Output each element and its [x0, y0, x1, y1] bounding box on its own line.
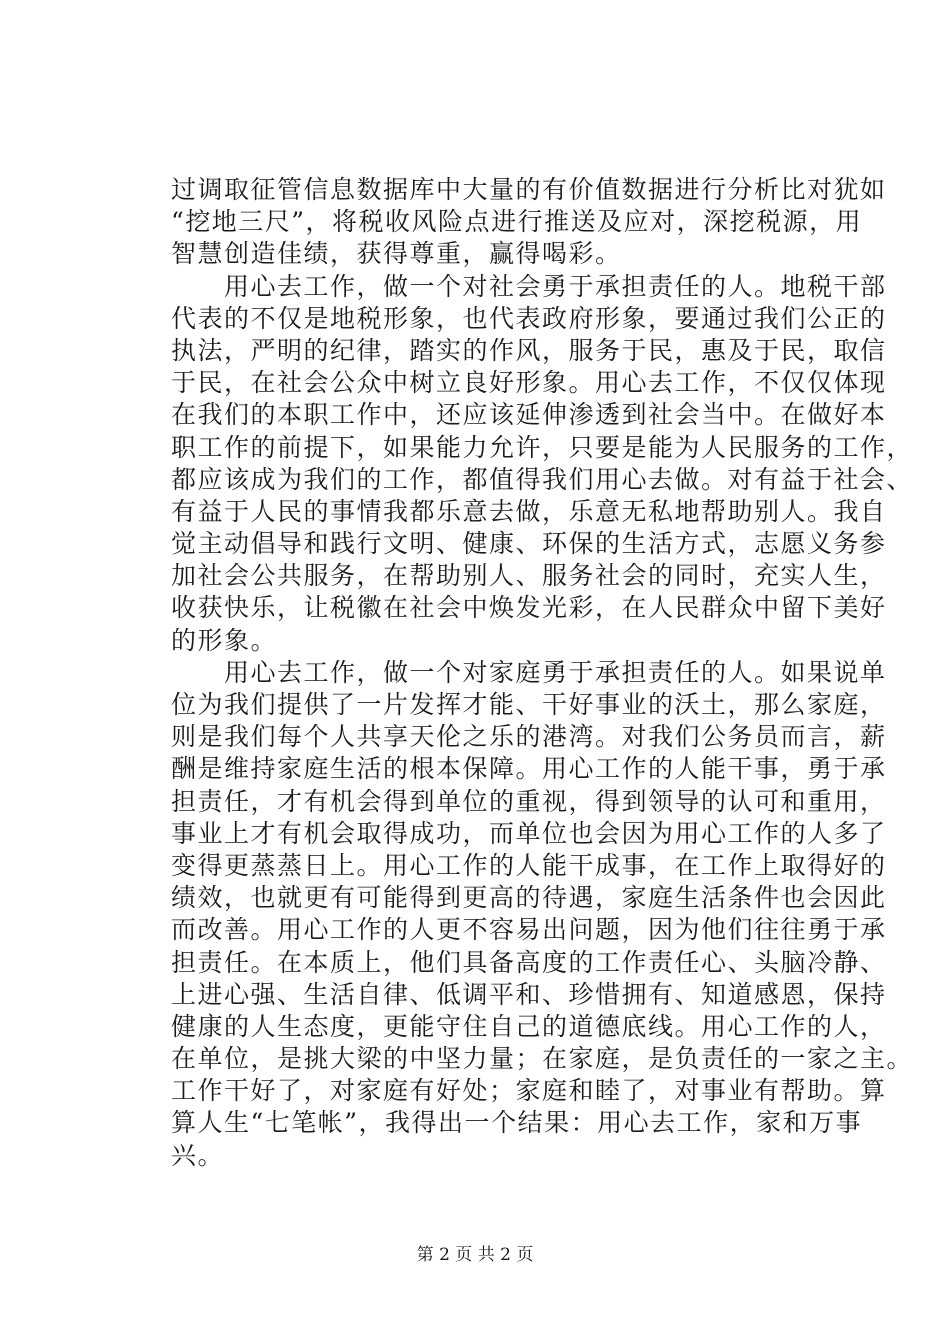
text-line: 健康的人生态度，更能守住自己的道德底线。用心工作的人，: [171, 1011, 887, 1041]
text-line: 执法，严明的纪律，踏实的作风，服务于民，惠及于民，取信: [171, 335, 887, 365]
text-line: 算人生“七笔帐”，我得出一个结果：用心去工作，家和万事: [171, 1108, 863, 1138]
text-line: 的形象。: [171, 625, 278, 655]
text-line: 职工作的前提下，如果能力允许，只要是能为人民服务的工作，: [171, 432, 914, 462]
body-text: [171, 174, 914, 1172]
text-line: 位为我们提供了一片发挥才能、干好事业的沃土，那么家庭，: [171, 690, 887, 719]
text-line: 收获快乐，让税徽在社会中焕发光彩，在人民群众中留下美好: [171, 593, 887, 623]
text-line: 都应该成为我们的工作，都值得我们用心去做。对有益于社会、: [171, 464, 914, 494]
text-line: “挖地三尺”，将税收风险点进行推送及应对，深挖税源，用: [171, 207, 863, 237]
text-line: 加社会公共服务，在帮助别人、服务社会的同时，充实人生，: [171, 561, 887, 591]
text-line: 于民，在社会公众中树立良好形象。用心去工作，不仅仅体现: [171, 368, 887, 398]
text-line: 智慧创造佳绩，获得尊重，赢得喝彩。: [171, 239, 622, 269]
text-line: 担责任，才有机会得到单位的重视，得到领导的认可和重用，: [171, 786, 887, 816]
text-line: 工作干好了，对家庭有好处；家庭和睦了，对事业有帮助。算: [171, 1076, 887, 1106]
text-line: 事业上才有机会取得成功，而单位也会因为用心工作的人多了: [171, 818, 887, 848]
text-line: 有益于人民的事情我都乐意去做，乐意无私地帮助别人。我自: [171, 496, 887, 526]
text-line: 担责任。在本质上，他们具备高度的工作责任心、头脑冷静、: [171, 947, 887, 977]
text-line: 觉主动倡导和践行文明、健康、环保的生活方式，志愿义务参: [171, 529, 887, 559]
text-line: 则是我们每个人共享天伦之乐的港湾。对我们公务员而言，薪: [171, 722, 887, 752]
text-line: 用心去工作，做一个对家庭勇于承担责任的人。如果说单: [171, 657, 887, 687]
text-line: 酬是维持家庭生活的根本保障。用心工作的人能干事，勇于承: [171, 754, 887, 784]
page-number-footer: 第 2 页 共 2 页: [416, 1245, 534, 1265]
text-line: 而改善。用心工作的人更不容易出问题，因为他们往往勇于承: [171, 915, 887, 945]
text-line: 在我们的本职工作中，还应该延伸渗透到社会当中。在做好本: [171, 400, 887, 430]
text-line: 在单位，是挑大梁的中坚力量；在家庭，是负责任的一家之主。: [171, 1044, 914, 1074]
text-line: 变得更蒸蒸日上。用心工作的人能干成事，在工作上取得好的: [171, 850, 887, 880]
text-line: 用心去工作，做一个对社会勇于承担责任的人。地税干部: [171, 271, 887, 301]
text-line: 兴。: [171, 1140, 225, 1170]
text-line: 绩效，也就更有可能得到更高的待遇，家庭生活条件也会因此: [171, 883, 887, 913]
text-line: 上进心强、生活自律、低调平和、珍惜拥有、知道感恩，保持: [171, 979, 887, 1009]
text-line: 代表的不仅是地税形象，也代表政府形象，要通过我们公正的: [171, 303, 887, 333]
text-line: 过调取征管信息数据库中大量的有价值数据进行分析比对犹如: [171, 175, 887, 204]
